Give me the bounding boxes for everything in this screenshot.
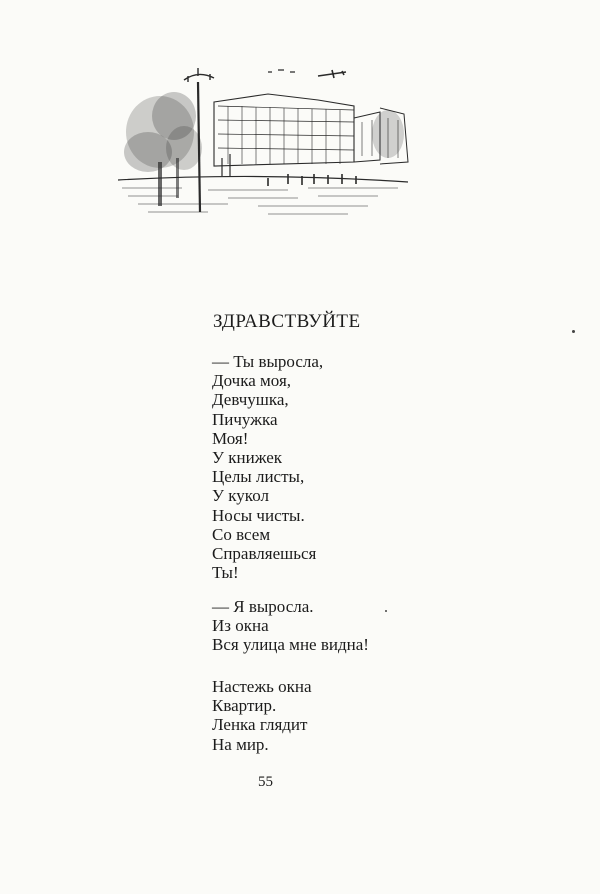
poem-line: — Ты выросла,	[212, 352, 324, 371]
poem-line: Девчушка,	[212, 390, 289, 410]
poem-stanza	[212, 677, 312, 754]
poem-line: Дочка моя,	[212, 371, 292, 391]
poem-line: У книжек	[212, 447, 283, 467]
poem-stanza	[212, 597, 369, 655]
paper-speck	[572, 330, 575, 333]
poem-line: Носы чисты.	[212, 505, 305, 525]
poem-line: Ленка глядит	[212, 715, 308, 735]
poem-line: У кукол	[212, 486, 269, 506]
poem-line: Со всем	[212, 524, 271, 544]
poem-line: Справляешься	[212, 543, 317, 563]
city-embankment-illustration	[118, 62, 418, 222]
poem-title: ЗДРАВСТВУЙТЕ	[213, 311, 361, 332]
poem-line: На мир.	[212, 734, 269, 754]
poem-line: Моя!	[212, 428, 249, 448]
poem-line: Ты!	[212, 563, 239, 583]
paper-speck	[385, 610, 387, 612]
poem-line: Квартир.	[212, 696, 277, 716]
poem-line: Вся улица мне видна!	[212, 635, 369, 655]
poem-stanza	[212, 352, 323, 582]
poem-line: Настежь окна	[212, 677, 312, 696]
poem-line: — Я выросла.	[212, 597, 314, 616]
poem-line: Целы листы,	[212, 467, 305, 487]
page-number: 55	[258, 774, 273, 790]
poem-line: Из окна	[212, 616, 269, 636]
poem-line: Пичужка	[212, 409, 278, 429]
